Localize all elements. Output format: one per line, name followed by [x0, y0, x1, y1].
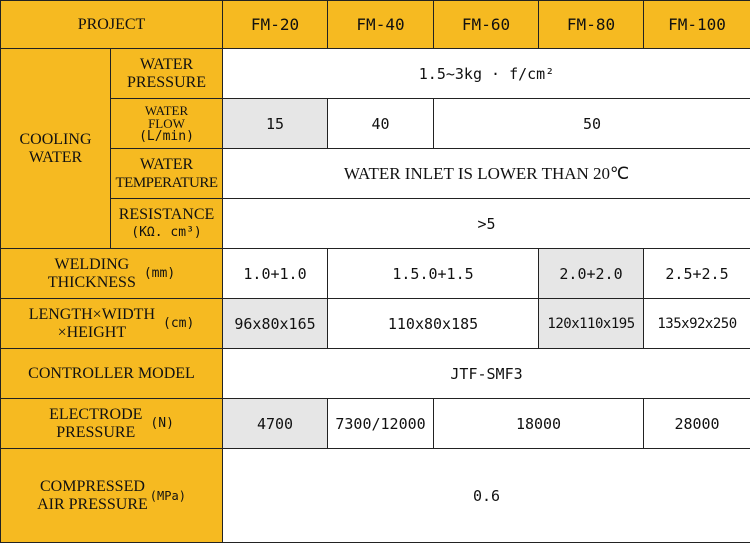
welding-thickness-value: 1.0+1.0 [223, 249, 328, 299]
dimensions-value: 120x110x195 [539, 299, 644, 349]
controller-model-value: JTF-SMF3 [223, 349, 750, 399]
dimensions-value: 110x80x185 [328, 299, 539, 349]
electrode-pressure-row [1, 399, 750, 449]
water-flow-value: 50 [434, 99, 750, 149]
cooling-water-label: COOLING WATER [1, 49, 111, 249]
water-flow-value: 15 [223, 99, 328, 149]
electrode-pressure-value: 28000 [644, 399, 750, 449]
model-header: FM-20 [223, 1, 328, 49]
dimensions-value: 96x80x165 [223, 299, 328, 349]
controller-model-label: CONTROLLER MODEL [1, 349, 223, 399]
dimensions-value: 135x92x250 [644, 299, 750, 349]
water-flow-row [1, 99, 750, 149]
welding-thickness-value: 2.5+2.5 [644, 249, 750, 299]
welding-thickness-label: WELDING THICKNESS (mm) [1, 249, 223, 299]
water-flow-value: 40 [328, 99, 434, 149]
compressed-air-label: COMPRESSED AIR PRESSURE (MPa) [1, 449, 223, 543]
electrode-pressure-value: 4700 [223, 399, 328, 449]
controller-model-row [1, 349, 750, 399]
compressed-air-row [1, 449, 750, 543]
water-flow-label: WATER FLOW (L/min) [111, 99, 223, 149]
resistance-value: >5 [223, 199, 750, 249]
model-header: FM-100 [644, 1, 750, 49]
welding-thickness-value: 2.0+2.0 [539, 249, 644, 299]
welding-thickness-row [1, 249, 750, 299]
water-pressure-row [1, 49, 750, 99]
project-header: PROJECT [1, 1, 223, 49]
resistance-label: RESISTANCE (KΩ. cm³) [111, 199, 223, 249]
model-header: FM-40 [328, 1, 434, 49]
model-header: FM-80 [539, 1, 644, 49]
model-header: FM-60 [434, 1, 539, 49]
resistance-row [1, 199, 750, 249]
water-pressure-value: 1.5~3kg · f/cm² [223, 49, 750, 99]
dimensions-row [1, 299, 750, 349]
dimensions-label: LENGTH×WIDTH ×HEIGHT (cm) [1, 299, 223, 349]
header-row [1, 1, 750, 49]
electrode-pressure-value: 18000 [434, 399, 644, 449]
water-temperature-row [1, 149, 750, 199]
electrode-pressure-label: ELECTRODE PRESSURE (N) [1, 399, 223, 449]
water-pressure-label: WATER PRESSURE [111, 49, 223, 99]
compressed-air-value: 0.6 [223, 449, 750, 543]
water-temperature-value: WATER INLET IS LOWER THAN 20℃ [223, 149, 750, 199]
electrode-pressure-value: 7300/12000 [328, 399, 434, 449]
water-temperature-label: WATER TEMPERATURE [111, 149, 223, 199]
welding-thickness-value: 1.5.0+1.5 [328, 249, 539, 299]
